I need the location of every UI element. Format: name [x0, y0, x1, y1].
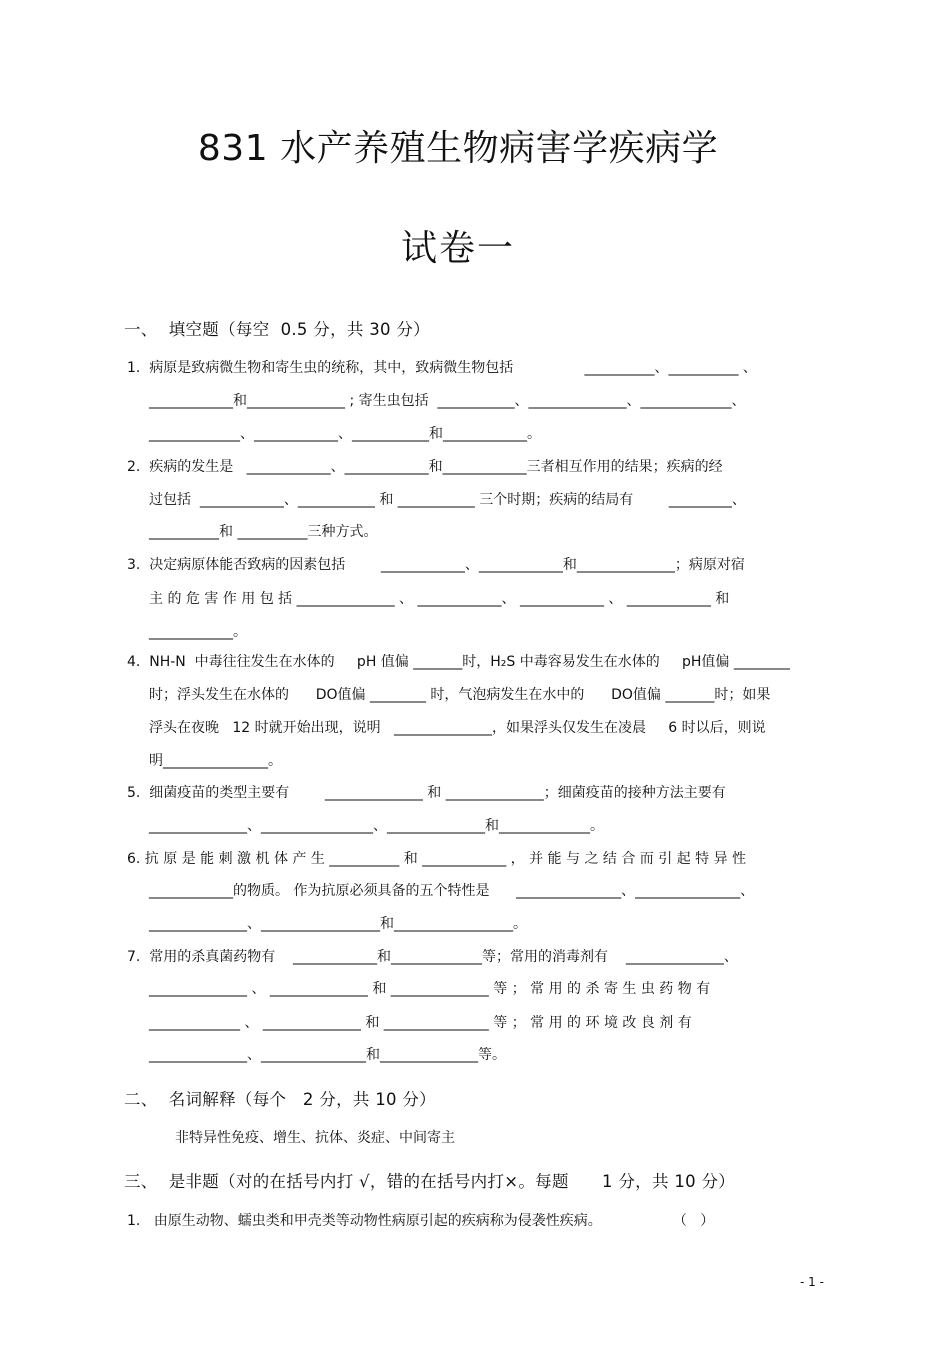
- fill-line: 1. 病原是致病微生物和寄生虫的统称，其中，致病微生物包括 __________、__________ 、: [127, 360, 757, 376]
- fill-line: 5. 细菌疫苗的类型主要有 ______________ 和 ______________；细菌疫苗的接种方法主要有: [127, 785, 726, 801]
- fill-line: 7. 常用的杀真菌药物有 ____________和_____________等；常用的消毒剂有 ______________、: [127, 949, 738, 965]
- fill-line: _____________ 、 ______________ 和 _______________ 等 ； 常 用 的 环 境 改 良 剂 有: [149, 1015, 692, 1031]
- fill-line: ______________、_________________和_________________。: [149, 916, 527, 932]
- fill-line: ______________、_______________和______________等。: [149, 1047, 506, 1063]
- fill-line: 4. NH-N 中毒往往发生在水体的 pH 值偏 _______时，H₂S 中毒容易发生在水体的 pH值偏 ________: [127, 654, 790, 670]
- fill-line: 浮头在夜晚 12 时就开始出现，说明 ______________，如果浮头仅发生在凌晨 6 时以后，则说: [149, 720, 766, 736]
- fill-line: ______________ 、 ______________ 和 ______________ 等 ； 常 用 的 杀 寄 生 虫 药 物 有: [149, 981, 711, 997]
- fill-line: ____________。: [149, 624, 247, 640]
- fill-line: ______________、________________、______________和_____________。: [149, 818, 604, 834]
- fill-line: ____________和______________ ; 寄生虫包括 ___________、______________、_____________、: [149, 393, 746, 409]
- fill-line: __________和 __________三种方式。: [149, 524, 378, 540]
- page-number: - 1 -: [800, 1275, 824, 1289]
- section3-heading: 三、 是非题（对的在括号内打 √，错的在括号内打×。每题 1 分，共 10 分）: [124, 1172, 736, 1191]
- section1-heading: 一、 填空题（每空 0.5 分，共 30 分）: [124, 320, 430, 339]
- fill-line: 主 的 危 害 作 用 包 括 ______________ 、 ____________、 ____________ 、 ____________ 和: [149, 591, 730, 607]
- fill-line: 明_______________。: [149, 753, 282, 769]
- exam-title: 831 水产养殖生物病害学疾病学: [197, 128, 719, 169]
- fill-line: _____________、____________、___________和____________。: [149, 426, 541, 442]
- fill-line: ____________的物质。 作为抗原必须具备的五个特性是 _______________、_______________、: [149, 883, 755, 899]
- fill-line: 过包括 ____________、___________ 和 ___________ 三个时期；疾病的结局有 _________、: [149, 492, 746, 508]
- truefalse-question: 1. 由原生动物、蠕虫类和甲壳类等动物性病原引起的疾病称为侵袭性疾病。 （ ）: [127, 1213, 715, 1229]
- exam-subtitle: 试卷一: [400, 228, 515, 269]
- fill-line: 6. 抗 原 是 能 刺 激 机 体 产 生 __________ 和 ____________ ， 并 能 与 之 结 合 而 引 起 特 异 性: [127, 851, 747, 867]
- section2-heading: 二、 名词解释（每个 2 分，共 10 分）: [124, 1090, 436, 1109]
- fill-line: 2. 疾病的发生是 ____________、____________和____________三者相互作用的结果；疾病的经: [127, 459, 723, 475]
- fill-line: 时；浮头发生在水体的 DO值偏 ________ 时，气泡病发生在水中的 DO值偏 _______时；如果: [149, 687, 771, 703]
- fill-line: 3. 决定病原体能否致病的因素包括 ____________、____________和______________；病原对宿: [127, 557, 745, 573]
- section2-terms: 非特异性免疫、增生、抗体、炎症、中间寄主: [175, 1130, 455, 1146]
